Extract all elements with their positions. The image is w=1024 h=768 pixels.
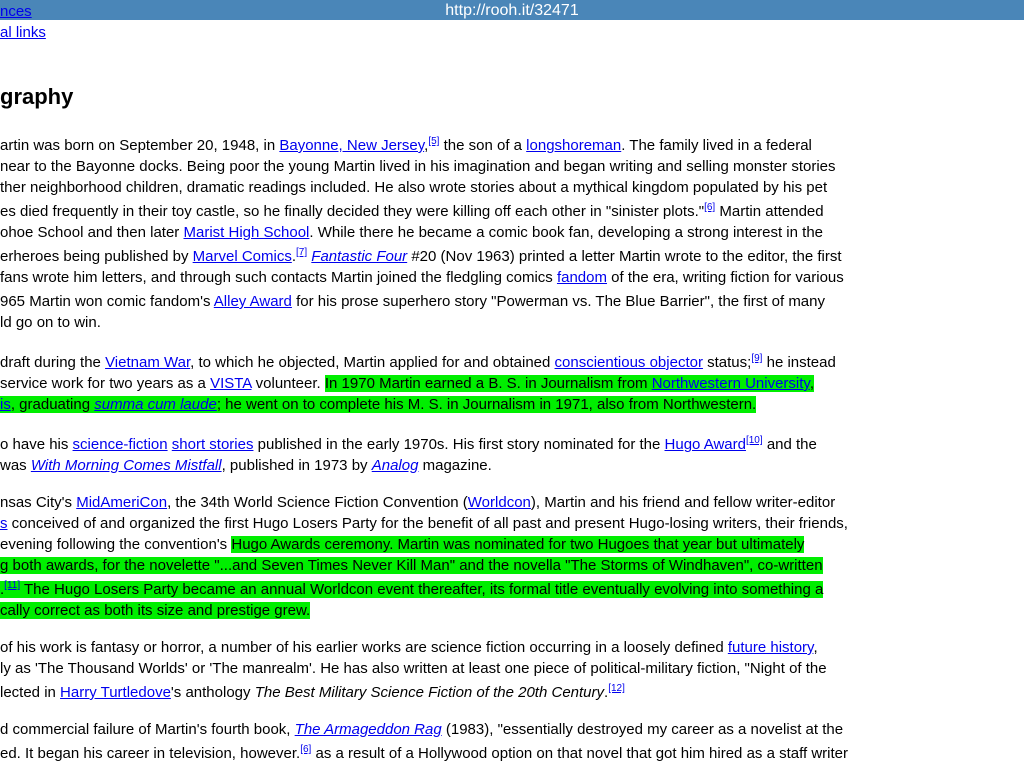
highlighted-text: g both awards, for the novelette "...and Seven Times Never Kill Man" and the novella "The Storms of Windhaven", co-written [0, 557, 823, 574]
text: ohoe School and then later [0, 224, 184, 241]
text: near to the Bayonne docks. Being poor the young Martin lived in his imagination and began writing and selling monster stories [0, 158, 836, 175]
external-links-link[interactable]: al links [0, 24, 46, 41]
text-line [0, 395, 756, 414]
text: d commercial failure of Martin's fourth book, [0, 721, 295, 738]
text: for his prose superhero story "Powerman vs. The Blue Barrier", the first of many [291, 293, 825, 310]
text: magazine. [418, 457, 492, 474]
summa-cum-laude-link[interactable] [94, 396, 217, 413]
worldcon-link[interactable]: Worldcon [467, 494, 531, 511]
armageddon-rag-link[interactable] [295, 721, 442, 738]
text-line [0, 223, 823, 242]
text-line [0, 601, 310, 620]
text: published in the early 1970s. His first story nominated for the [253, 436, 665, 453]
text-line [0, 683, 625, 702]
science-fiction-link[interactable]: science-fiction [72, 436, 168, 453]
text-line [0, 268, 844, 287]
text-line [0, 535, 804, 554]
text: ly as 'The Thousand Worlds' or 'The manrealm'. He has also written at least one piece of political-military fiction, "Night of the [0, 660, 827, 677]
citation-link[interactable]: [10] [745, 435, 763, 446]
illinois-link[interactable]: is [0, 396, 11, 413]
citation-link[interactable]: [11] [4, 580, 21, 591]
text: volunteer. [251, 375, 325, 392]
text-line [0, 580, 823, 599]
anthology-title: The Best Military Science Fiction of the 20th Century [254, 684, 605, 701]
longshoreman-link[interactable]: longshoreman [526, 137, 622, 154]
fandom-link[interactable]: fandom [556, 269, 607, 286]
text: erheroes being published by [0, 248, 193, 265]
text: ld go on to win. [0, 314, 101, 331]
text: o have his [0, 436, 73, 453]
gardner-dozois-link[interactable]: s [0, 515, 8, 532]
text: ; he went on to complete his M. S. in Journalism in 1971, also from Northwestern. [216, 396, 757, 413]
text: The Hugo Losers Party became an annual Worldcon event thereafter, its formal title eventually evolving into something a [20, 581, 824, 598]
text: With Morning Comes Mistfall [30, 457, 222, 474]
highlighted-text: cally correct as both its size and prestige grew. [0, 602, 311, 619]
section-heading: graphy [0, 84, 74, 109]
citation-link[interactable]: [6] [300, 744, 312, 755]
text: draft during the [0, 354, 106, 371]
text: of the era, writing fiction for various [607, 269, 844, 286]
text-line [0, 247, 842, 266]
text: of his work is fantasy or horror, a number of his earlier works are science fiction occurring in a loosely defined [0, 639, 728, 656]
text-line [0, 638, 818, 657]
text: service work for two years as a [0, 375, 211, 392]
text: , the 34th World Science Fiction Convention ( [167, 494, 468, 511]
alley-award-link[interactable]: Alley Award [213, 293, 292, 310]
text-line [0, 202, 824, 221]
marist-high-school-link[interactable]: Marist High School [183, 224, 310, 241]
text-line [0, 514, 848, 533]
citation-link[interactable]: [7] [296, 247, 308, 258]
text: fans wrote him letters, and through such contacts Martin joined the fledgling comics [0, 269, 557, 286]
text-line [0, 435, 817, 454]
text: was [0, 457, 31, 474]
text: , published in 1973 by [221, 457, 372, 474]
text: . [291, 248, 296, 265]
vietnam-war-link[interactable]: Vietnam War [105, 354, 191, 371]
text-line [0, 292, 825, 311]
text: 's anthology [170, 684, 255, 701]
northwestern-university-link[interactable]: Northwestern University [651, 375, 810, 392]
text: he instead [762, 354, 836, 371]
text-line [0, 157, 836, 176]
text: ), Martin and his friend and fellow writer-editor [530, 494, 836, 511]
text: summa cum laude [94, 396, 217, 413]
bayonne-link[interactable]: Bayonne, New Jersey [279, 137, 425, 154]
citation-link[interactable]: [9] [751, 353, 763, 364]
text-line [0, 178, 827, 197]
text-line [0, 136, 812, 155]
text-line [0, 456, 492, 475]
text: lected in [0, 684, 61, 701]
hugo-award-link[interactable]: Hugo Award [664, 436, 746, 453]
text: status; [702, 354, 752, 371]
text: Analog [371, 457, 419, 474]
text: (1983), "essentially destroyed my career as a novelist at the [441, 721, 844, 738]
references-link[interactable]: nces [0, 3, 32, 20]
vista-link[interactable]: VISTA [210, 375, 252, 392]
highlighted-text: Hugo Awards ceremony. Martin was nominated for two Hugoes that year but ultimately [231, 536, 805, 553]
text-line [0, 720, 843, 739]
text: #20 (Nov 1963) printed a letter Martin wrote to the editor, the first [407, 248, 842, 265]
text: evening following the convention's [0, 536, 232, 553]
url-text[interactable]: http://rooh.it/32471 [445, 2, 579, 19]
text: . [0, 581, 5, 598]
text: as a result of a Hollywood option on that novel that got him hired as a staff writer [311, 745, 848, 762]
url-bar[interactable] [0, 0, 1024, 20]
text: . The family lived in a federal [621, 137, 812, 154]
text: the son of a [439, 137, 527, 154]
highlighted-text [325, 375, 814, 392]
text: . [604, 684, 609, 701]
short-stories-link[interactable]: short stories [171, 436, 254, 453]
text: Martin attended [715, 203, 824, 220]
text-line [0, 374, 814, 393]
text: ed. It began his career in television, however. [0, 745, 301, 762]
text: artin was born on September 20, 1948, in [0, 137, 280, 154]
text: The Armageddon Rag [294, 721, 442, 738]
future-history-link[interactable]: future history [727, 639, 814, 656]
text: , to which he objected, Martin applied for and obtained [190, 354, 555, 371]
text: , [813, 639, 818, 656]
text-line [0, 744, 848, 763]
highlighted-text [0, 396, 756, 413]
text: es died frequently in their toy castle, so he finally decided they were killing off each other in "sinister plots." [0, 203, 705, 220]
harry-turtledove-link[interactable]: Harry Turtledove [60, 684, 171, 701]
text: , graduating [10, 396, 95, 413]
text-line [0, 556, 823, 575]
citation-link[interactable]: [12] [608, 683, 625, 694]
citation-link[interactable]: [5] [428, 136, 440, 147]
text-line [0, 659, 827, 678]
text: conceived of and organized the first Hugo Losers Party for the benefit of all past and present Hugo-losing writers, their friends, [7, 515, 848, 532]
text: nsas City's [0, 494, 77, 511]
text-line [0, 493, 835, 512]
text: ther neighborhood children, dramatic readings included. He also wrote stories about a mythical kingdom populated by his pet [0, 179, 828, 196]
midamericon-link[interactable]: MidAmeriCon [76, 494, 168, 511]
analog-link[interactable] [372, 457, 419, 474]
text-line [0, 353, 836, 372]
text-line [0, 313, 101, 332]
citation-link[interactable]: [6] [704, 202, 716, 213]
with-morning-comes-mistfall-link[interactable] [31, 457, 222, 474]
text: . While there he became a comic book fan, developing a strong interest in the [309, 224, 824, 241]
text: 965 Martin won comic fandom's [0, 293, 214, 310]
text: In 1970 Martin earned a B. S. in Journalism from [324, 375, 652, 392]
text: , [424, 137, 429, 154]
highlighted-text [0, 581, 823, 598]
text: Fantastic Four [311, 248, 408, 265]
conscientious-objector-link[interactable]: conscientious objector [554, 354, 703, 371]
text: and the [762, 436, 817, 453]
text: , [809, 375, 814, 392]
fantastic-four-link[interactable] [311, 248, 407, 265]
marvel-comics-link[interactable]: Marvel Comics [192, 248, 292, 265]
